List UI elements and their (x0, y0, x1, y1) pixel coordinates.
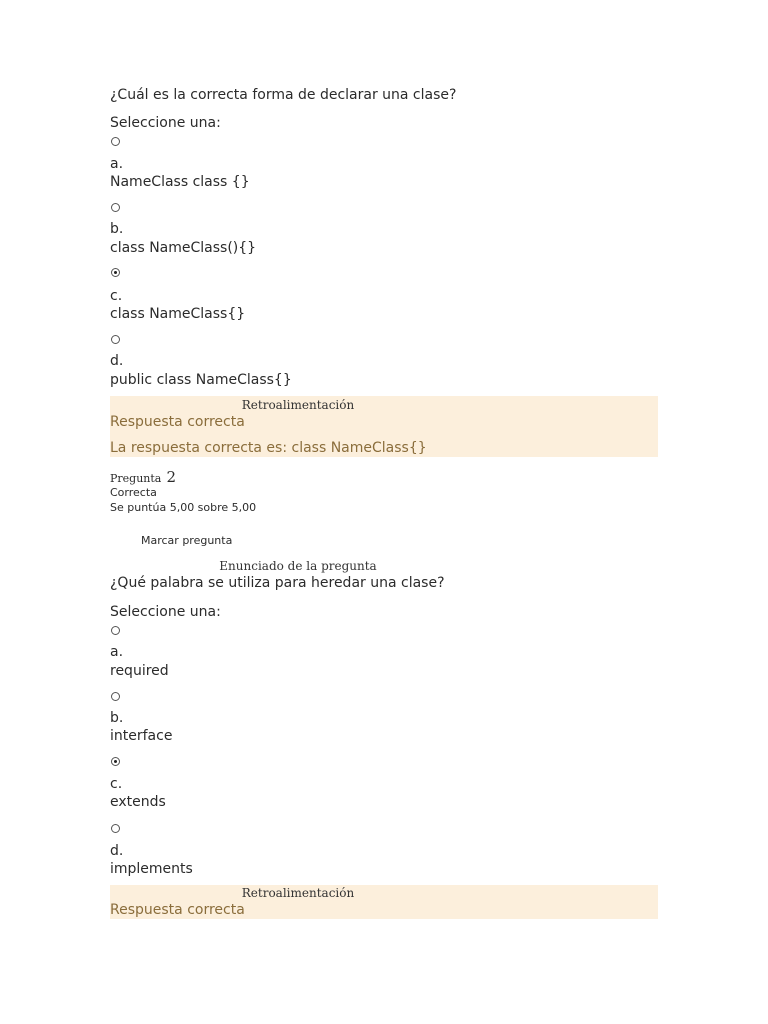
feedback-box (110, 396, 658, 457)
feedback-result: Respuesta correcta (110, 414, 245, 430)
option-letter: b. (110, 710, 124, 726)
question-2-text: ¿Qué palabra se utiliza para heredar una clase? (110, 575, 445, 591)
radio-option-b[interactable] (111, 203, 120, 212)
select-one-label: Seleccione una: (110, 604, 221, 620)
option-text: class NameClass(){} (110, 240, 257, 256)
select-one-label: Seleccione una: (110, 115, 221, 131)
option-text: NameClass class {} (110, 174, 250, 190)
option-letter: c. (110, 776, 123, 792)
option-letter: d. (110, 843, 124, 859)
option-letter: d. (110, 353, 124, 369)
radio-option-c[interactable] (111, 757, 120, 766)
radio-option-d[interactable] (111, 335, 120, 344)
option-text: class NameClass{} (110, 306, 246, 322)
feedback-title: Retroalimentación (241, 398, 355, 412)
question-number: 2 (166, 468, 176, 486)
radio-option-a[interactable] (111, 137, 120, 146)
option-text: required (110, 663, 169, 679)
question-1-text: ¿Cuál es la correcta forma de declarar una clase? (110, 87, 457, 103)
feedback-result: Respuesta correcta (110, 902, 245, 918)
feedback-title: Retroalimentación (241, 886, 355, 900)
radio-option-b[interactable] (111, 692, 120, 701)
feedback-answer: La respuesta correcta es: class NameClass{} (110, 440, 427, 456)
radio-option-c[interactable] (111, 268, 120, 277)
radio-option-d[interactable] (111, 824, 120, 833)
question-label: Pregunta (110, 472, 162, 485)
question-score: Se puntúa 5,00 sobre 5,00 (110, 501, 257, 514)
option-letter: c. (110, 288, 123, 304)
question-2-heading (110, 467, 176, 486)
question-status: Correcta (110, 486, 157, 499)
option-text: interface (110, 728, 173, 744)
feedback-box (110, 885, 658, 919)
option-text: public class NameClass{} (110, 372, 292, 388)
flag-question-link[interactable]: Marcar pregunta (141, 534, 233, 547)
option-letter: a. (110, 156, 124, 172)
radio-option-a[interactable] (111, 626, 120, 635)
option-letter: b. (110, 221, 124, 237)
option-text: extends (110, 794, 166, 810)
option-letter: a. (110, 644, 124, 660)
option-text: implements (110, 861, 193, 877)
statement-title: Enunciado de la pregunta (219, 559, 377, 573)
